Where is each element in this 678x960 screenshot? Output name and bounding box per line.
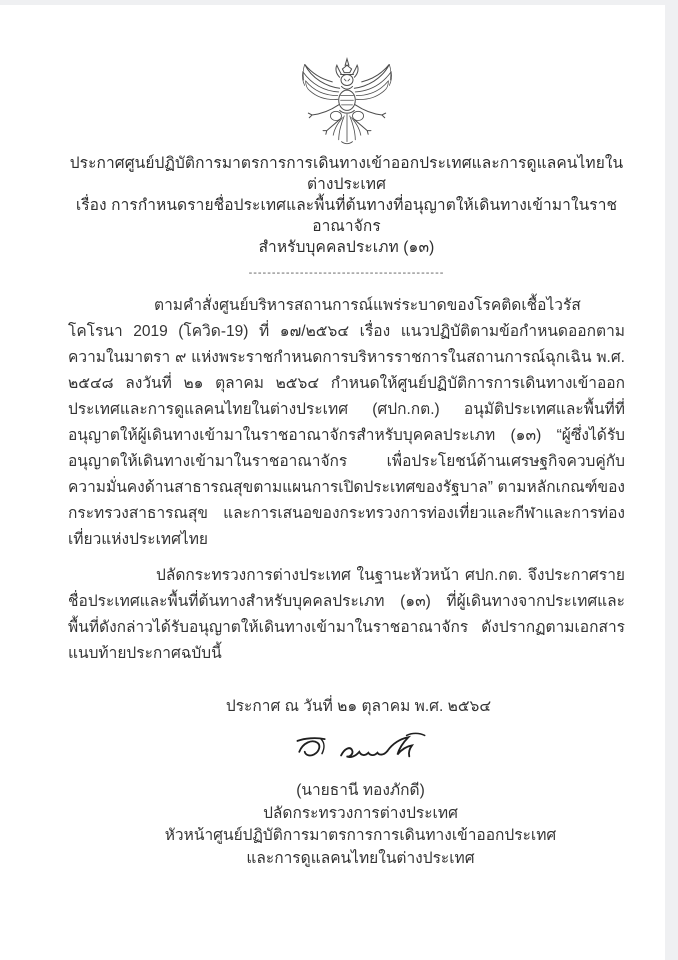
signatory-name: (นายธานี ทองภักดี) <box>296 782 425 799</box>
signatory-title-2: หัวหน้าศูนย์ปฏิบัติการมาตรการการเดินทางเข้าออกประเทศ <box>164 827 557 844</box>
handwritten-signature <box>252 726 442 774</box>
document-page <box>0 5 665 960</box>
signatory-title-3: และการดูแลคนไทยในต่างประเทศ <box>246 849 475 867</box>
title-line-3: สำหรับบุคคลประเภท (๑๓) <box>258 239 435 256</box>
document-content <box>0 5 665 870</box>
garuda-emblem-icon <box>290 57 404 149</box>
body-paragraph-2: ปลัดกระทรวงการต่างประเทศ ในฐานะหัวหน้า ศปก.กต. จึงประกาศรายชื่อประเทศและพื้นที่ต้นทางสำหรับบุคคลประเภท (๑๓) ที่ผู้เดินทางจากประเทศและพื้นที่ดังกล่าวได้รับอนุญาตให้เดินทางเข้ามาในราชอาณาจักร ดังปรากฏตามเอกสารแนบท้ายประกาศฉบับนี้ <box>68 567 625 662</box>
title-line-2: เรื่อง การกำหนดรายชื่อประเทศและพื้นที่ต้นทางที่อนุญาตให้เดินทางเข้ามาในราชอาณาจักร <box>75 197 618 235</box>
signatory-block <box>68 780 625 870</box>
announcement-title <box>68 153 625 258</box>
body-paragraph-1: ตามคำสั่งศูนย์บริหารสถานการณ์แพร่ระบาดของโรคติดเชื้อไวรัสโคโรนา 2019 (โควิด-19) ที่ ๑๗/๒๕๖๔ เรื่อง แนวปฏิบัติตามข้อกำหนดออกตามความในมาตรา ๙ แห่งพระราชกำหนดการบริหารราชการในสถานการณ์ฉุกเฉิน พ.ศ. ๒๕๔๘ ลงวันที่ ๒๑ ตุลาคม ๒๕๖๔ กำหนดให้ศูนย์ปฏิบัติการการเดินทางเข้าออกประเทศและการดูแลคนไทยในต่างประเทศ (ศปก.กต.) อนุมัติประเทศและพื้นที่ที่อนุญาตให้ผู้เดินทางเข้ามาในราชอาณาจักรสำหรับบุคคลประเภท (๑๓) “ผู้ซึ่งได้รับอนุญาตให้เดินทางเข้ามาในราชอาณาจักร เพื่อประโยชน์ด้านเศรษฐกิจควบคู่กับความมั่นคงด้านสาธารณสุขตามแผนการเปิดประเทศของรัฐบาล” ตามหลักเกณฑ์ของกระทรวงสาธารณสุข และการเสนอของกระทรวงการท่องเที่ยวและกีฬาและการท่องเที่ยวแห่งประเทศไทย <box>68 297 625 548</box>
announcement-date-line: ประกาศ ณ วันที่ ๒๑ ตุลาคม พ.ศ. ๒๕๖๔ <box>225 698 492 715</box>
title-line-1: ประกาศศูนย์ปฏิบัติการมาตรการการเดินทางเข้าออกประเทศและการดูแลคนไทยในต่างประเทศ <box>69 155 624 193</box>
dashed-separator: ------------------------------------------ <box>248 267 445 279</box>
signatory-title-1: ปลัดกระทรวงการต่างประเทศ <box>263 804 458 822</box>
